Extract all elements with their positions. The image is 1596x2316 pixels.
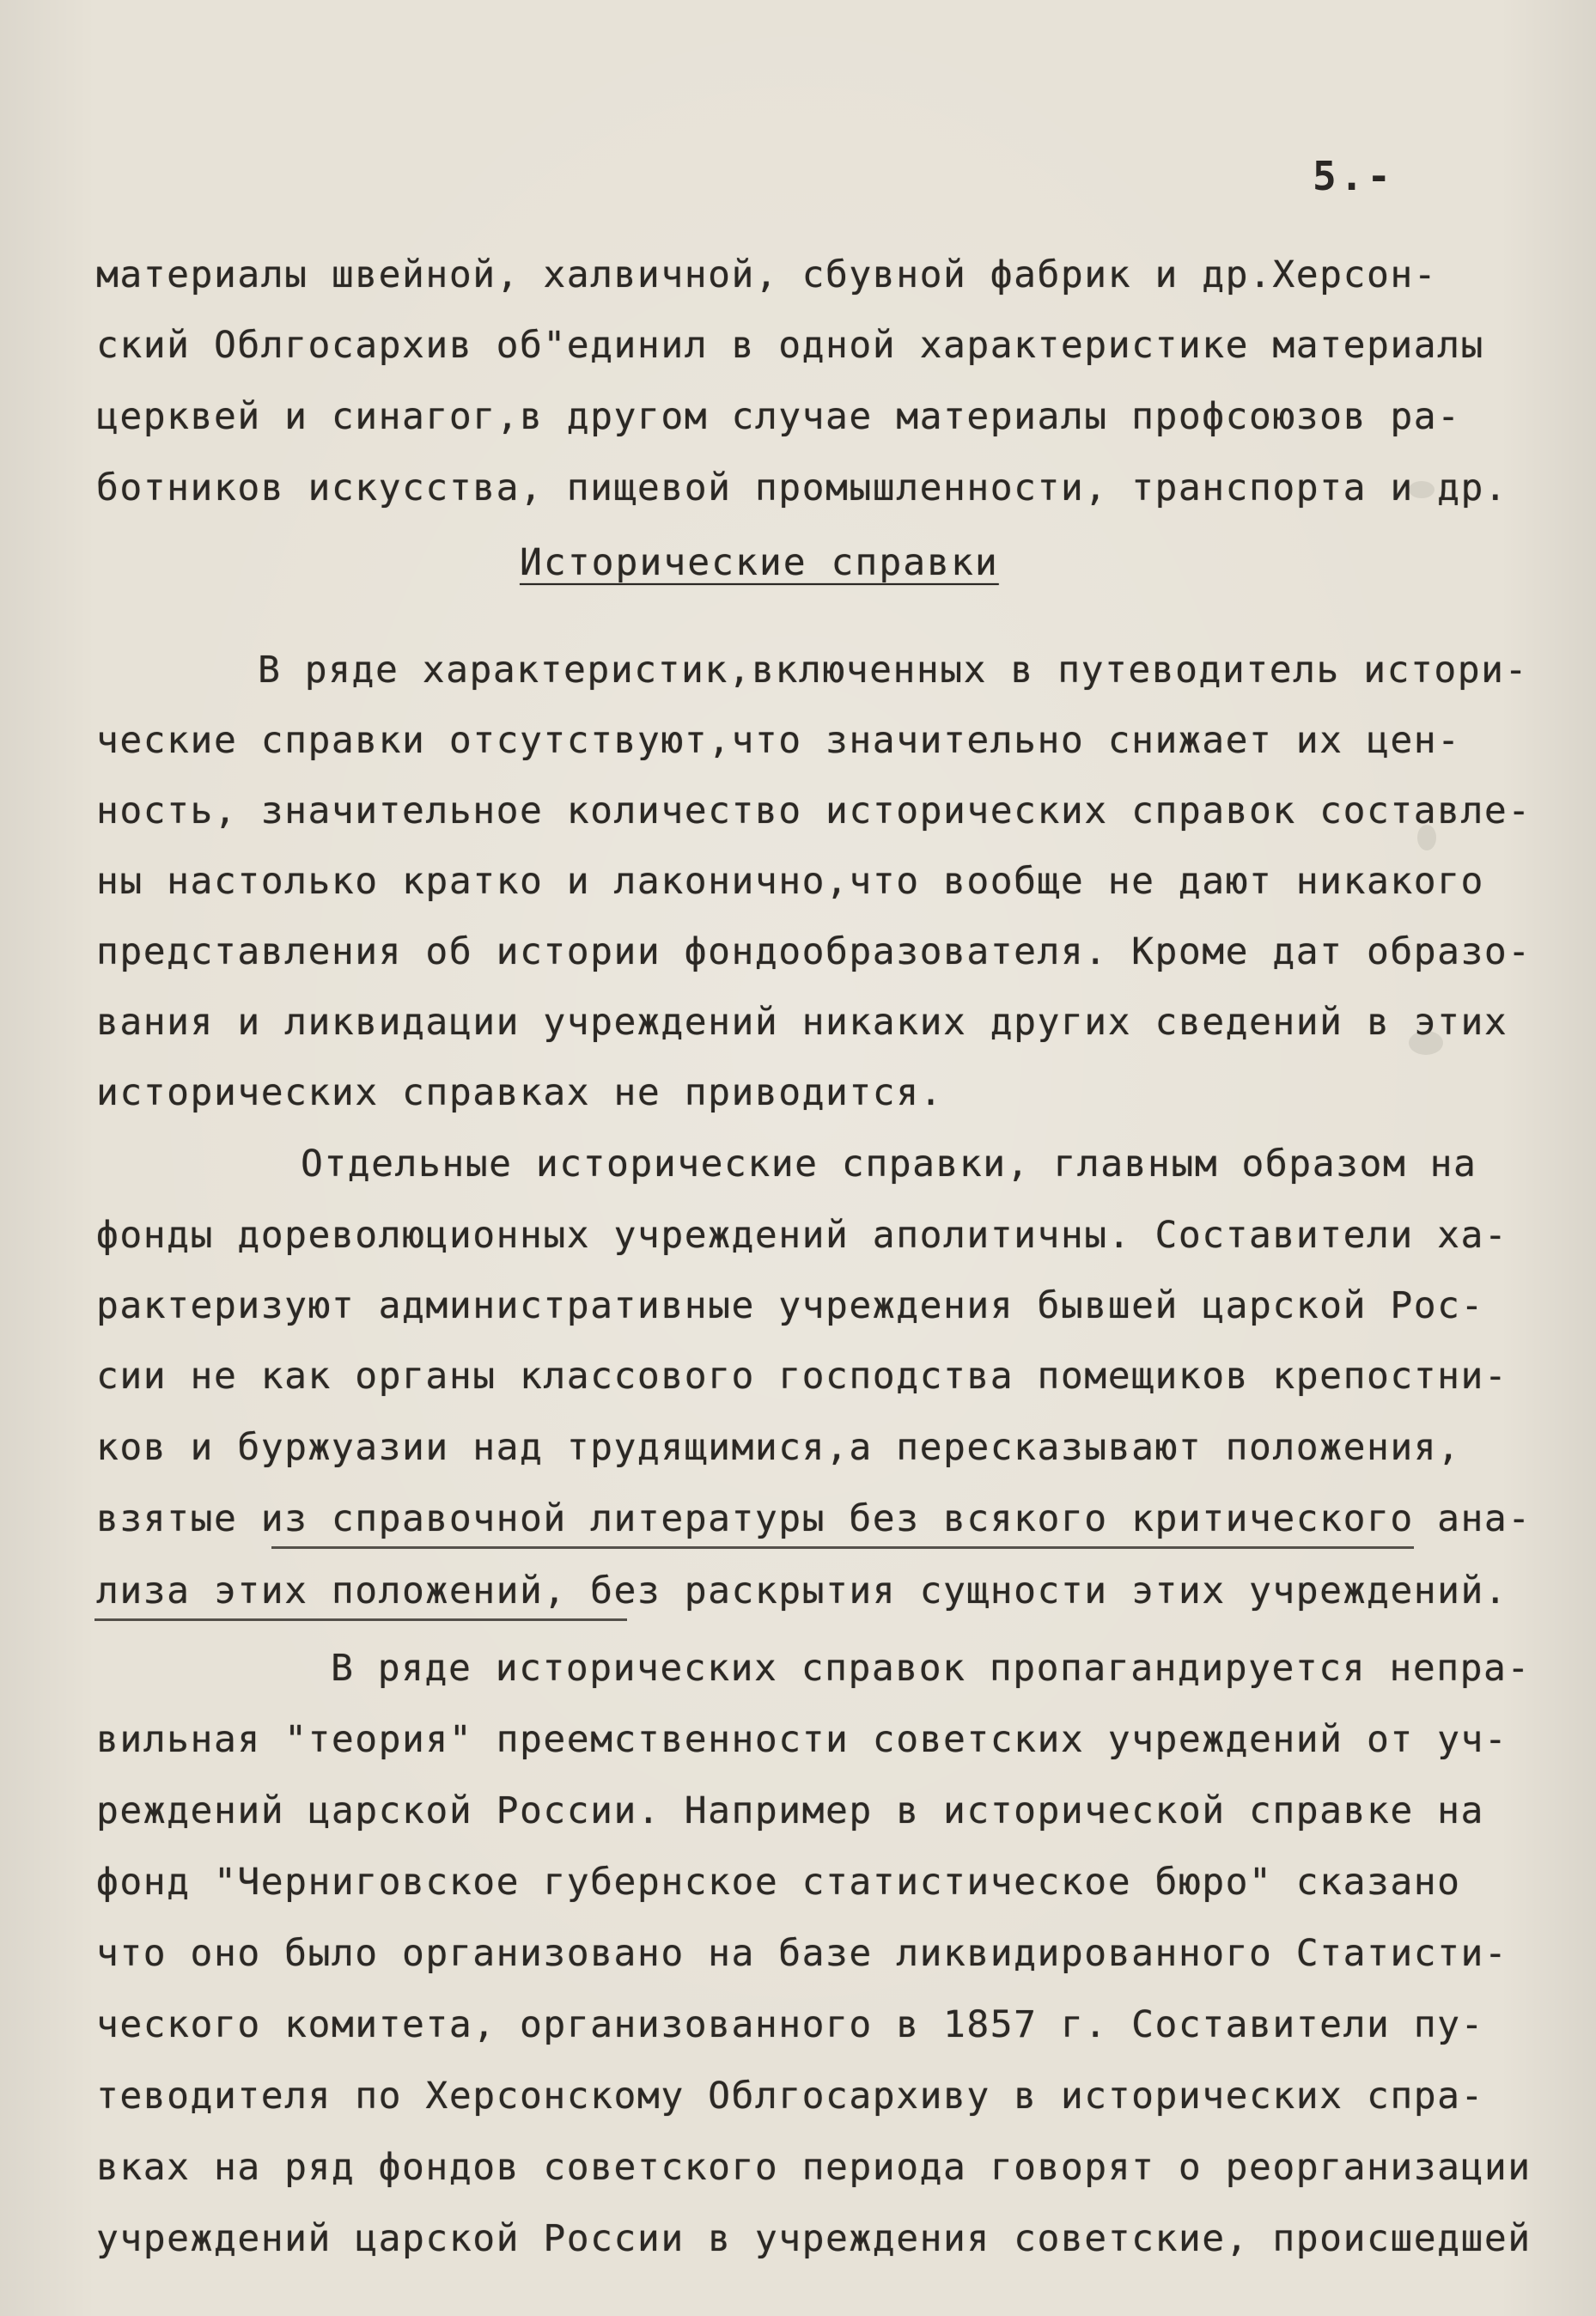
- text-line: учреждений царской России в учреждения советские, происшедшей: [96, 2217, 1532, 2260]
- text-line: вках на ряд фондов советского периода говорят о реорганизации: [96, 2146, 1532, 2189]
- text-line: ков и буржуазии над трудящимися,а пересказывают положения,: [96, 1426, 1461, 1469]
- text-line: реждений царской России. Например в исторической справке на: [96, 1789, 1484, 1832]
- text-line: теводителя по Херсонскому Облгосархиву в исторических спра-: [96, 2075, 1484, 2118]
- text-line: вильная "теория" преемственности советских учреждений от уч-: [96, 1718, 1508, 1761]
- text-line: Отдельные исторические справки, главным образом на: [301, 1143, 1477, 1185]
- page-number: 5.-: [1313, 153, 1395, 199]
- paper-smudge: [1409, 481, 1435, 498]
- text-line: вания и ликвидации учреждений никаких других сведений в этих: [96, 1001, 1508, 1044]
- text-line: взятые из справочной литературы без всякого критического ана-: [96, 1497, 1532, 1540]
- text-line: ский Облгосархив об"единил в одной характеристике материалы: [96, 324, 1484, 367]
- section-heading: Исторические справки: [520, 541, 999, 584]
- text-line: ность, значительное количество исторических справок составле-: [96, 789, 1532, 832]
- text-line: ческого комитета, организованного в 1857 г. Составители пу-: [96, 2003, 1484, 2046]
- text-line: представления об истории фондообразователя. Кроме дат образо-: [96, 930, 1532, 973]
- pencil-underline: [271, 1546, 1414, 1549]
- text-line: рактеризуют административные учреждения бывшей царской Рос-: [96, 1284, 1484, 1327]
- text-line: ны настолько кратко и лаконично,что вообще не дают никакого: [96, 860, 1484, 903]
- text-line: что оно было организовано на базе ликвидированного Статисти-: [96, 1932, 1508, 1975]
- text-line: церквей и синагог,в другом случае материалы профсоюзов ра-: [96, 395, 1461, 438]
- text-line: лиза этих положений, без раскрытия сущности этих учреждений.: [96, 1569, 1508, 1612]
- paper-smudge: [1409, 1031, 1443, 1055]
- text-line: исторических справках не приводится.: [96, 1071, 943, 1114]
- text-line: В ряде исторических справок пропагандируется непра-: [331, 1647, 1531, 1690]
- paper-smudge: [1417, 825, 1436, 850]
- text-line: материалы швейной, халвичной, сбувной фабрик и др.Херсон-: [96, 253, 1438, 296]
- text-line: В ряде характеристик,включенных в путеводитель истори-: [258, 649, 1528, 692]
- pencil-underline: [94, 1618, 627, 1621]
- text-line: ческие справки отсутствуют,что значительно снижает их цен-: [96, 719, 1461, 762]
- text-line: сии не как органы классового господства помещиков крепостни-: [96, 1355, 1508, 1398]
- text-line: ботников искусства, пищевой промышленности, транспорта и др.: [96, 466, 1508, 509]
- text-line: фонды дореволюционных учреждений аполитичны. Составители ха-: [96, 1214, 1508, 1257]
- text-line: фонд "Черниговское губернское статистическое бюро" сказано: [96, 1861, 1461, 1904]
